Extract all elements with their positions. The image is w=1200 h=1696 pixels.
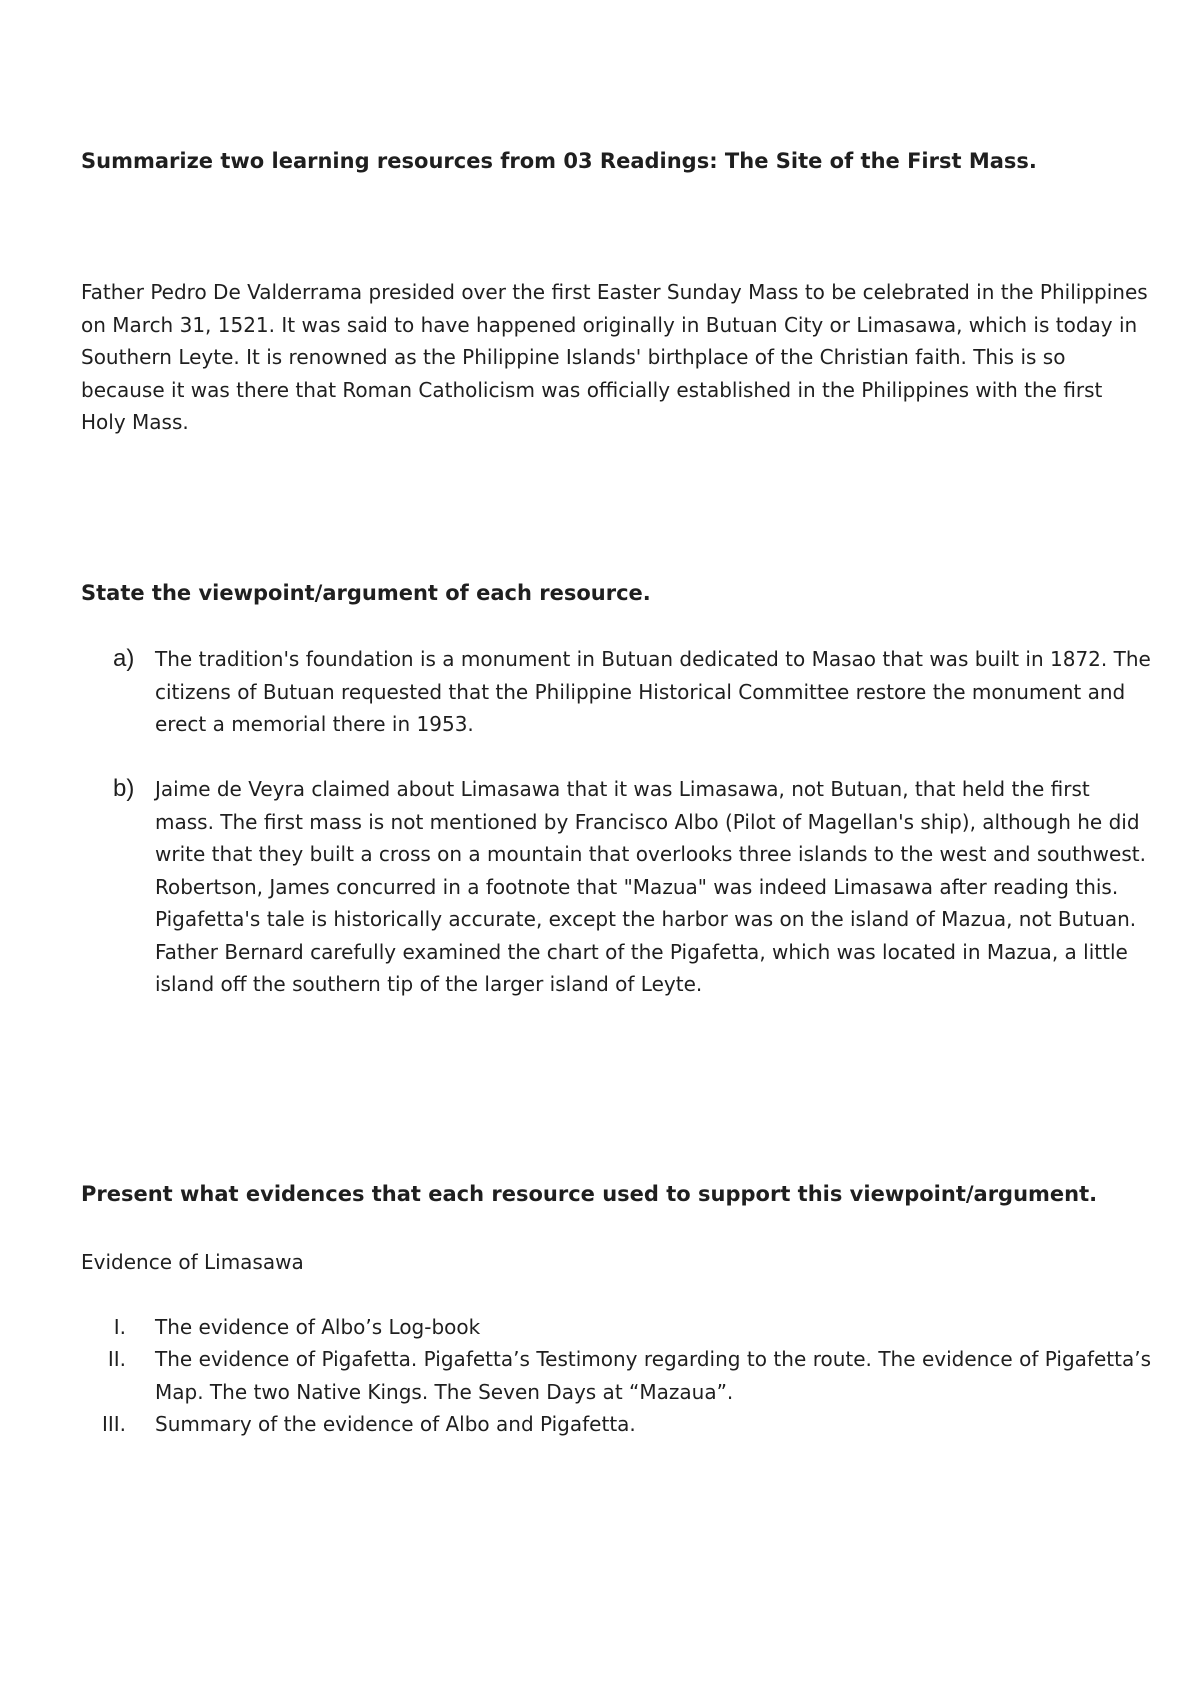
- section-evidence-heading: Present what evidences that each resource used to support this viewpoint/argument.: [81, 1182, 1098, 1206]
- evidence-of-limasawa-subheading: Evidence of Limasawa: [81, 1250, 304, 1274]
- list-marker: I.: [113, 1315, 126, 1339]
- list-item-text: Jaime de Veyra claimed about Limasawa that it was Limasawa, not Butuan, that held the first mass. The first mass is not mentioned by Francisco Albo (Pilot of Magellan's ship), although he did write that they built a cross on a mountain that overlooks three islands to the west and southwest. Robertson, James concurred in a footnote that "Mazua" was indeed Limasawa after reading this. Pigafetta's tale is historically accurate, except the harbor was on the island of Mazua, not Butuan. Father Bernard carefully examined the chart of the Pigafetta, which was located in Mazua, a little island off the southern tip of the larger island of Leyte.: [155, 777, 1146, 996]
- section-summarize-heading: Summarize two learning resources from 03 Readings: The Site of the First Mass.: [81, 149, 1037, 173]
- first-mass-summary-paragraph: Father Pedro De Valderrama presided over the first Easter Sunday Mass to be celebrated in the Philippines on March 31, 1521. It was said to have happened originally in Butuan City or Limasawa, which is today in Southern Leyte. It is renowned as the Philippine Islands' birthplace of the Christian faith. This is so because it was there that Roman Catholicism was officially established in the Philippines with the first Holy Mass.: [81, 280, 1148, 434]
- list-item-text: The evidence of Pigafetta. Pigafetta’s Testimony regarding to the route. The evidence of Pigafetta’s Map. The two Native Kings. The Seven Days at “Mazaua”.: [155, 1347, 1151, 1404]
- list-marker: a): [113, 645, 135, 672]
- list-item-text: Summary of the evidence of Albo and Pigafetta.: [155, 1412, 636, 1436]
- list-marker: III.: [101, 1412, 126, 1436]
- viewpoint-item-b: [113, 773, 1153, 1001]
- viewpoint-item-a: [113, 643, 1153, 741]
- evidence-item-3: [81, 1408, 1151, 1441]
- evidence-item-2: [81, 1343, 1151, 1408]
- list-item-text: The tradition's foundation is a monument in Butuan dedicated to Masao that was built in 1872. The citizens of Butuan requested that the Philippine Historical Committee restore the monument and erect a memorial there in 1953.: [155, 647, 1151, 736]
- list-item-text: The evidence of Albo’s Log-book: [155, 1315, 481, 1339]
- evidence-item-1: [81, 1311, 1151, 1344]
- list-marker: II.: [107, 1347, 126, 1371]
- section-viewpoint-heading: State the viewpoint/argument of each resource.: [81, 581, 651, 605]
- list-marker: b): [113, 775, 135, 802]
